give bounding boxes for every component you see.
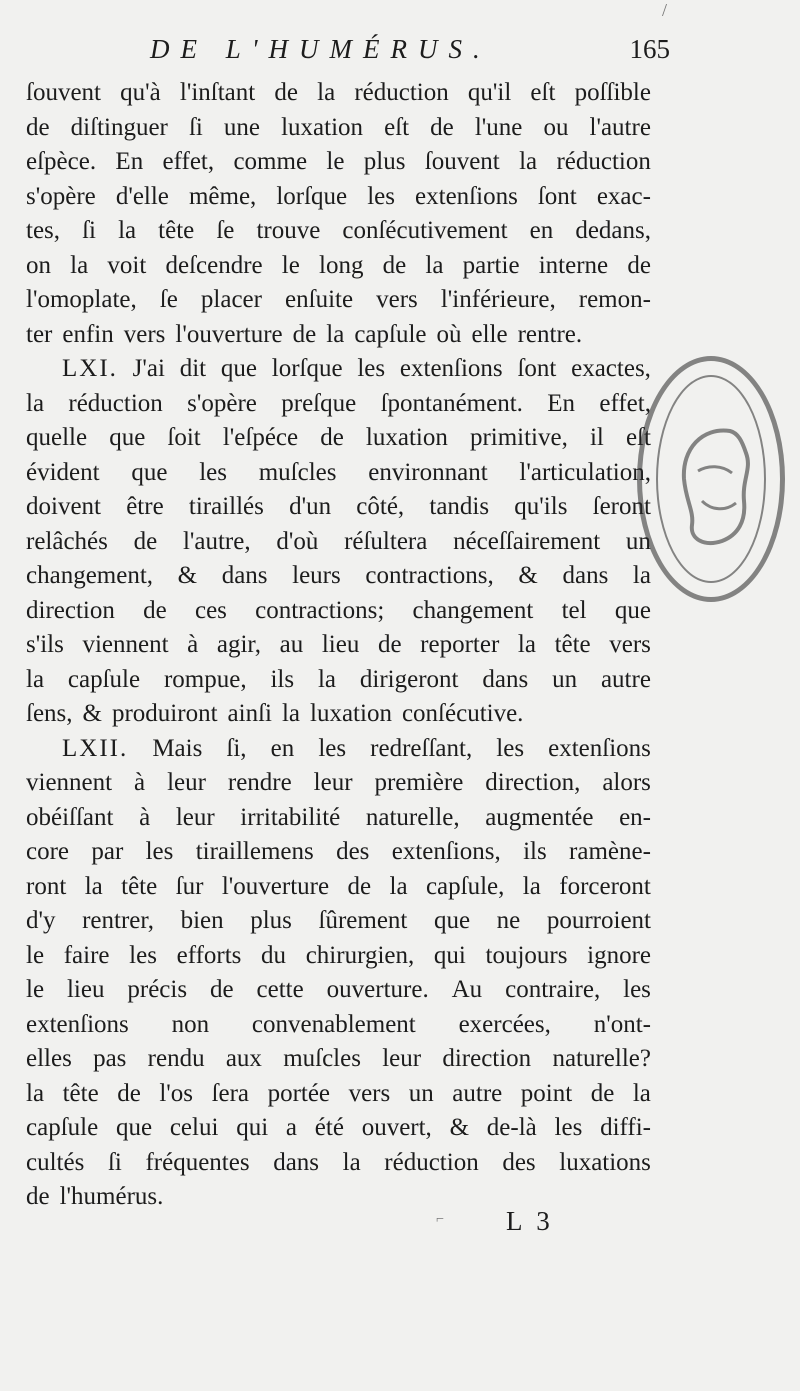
library-stamp — [637, 356, 785, 602]
text-line: s'opère d'elle même, lorſque les extenſions ſont exac- — [26, 182, 651, 210]
text-line: quelle que ſoit l'eſpéce de luxation primitive, il eſt — [26, 424, 651, 451]
text-line: l'omoplate, ſe placer enſuite vers l'inférieure, remon- — [26, 286, 651, 313]
section-number: LXII. — [62, 734, 129, 762]
text-line: de l'humérus. — [26, 1183, 164, 1210]
text-line: évident que les muſcles environnant l'articulation, — [26, 458, 651, 486]
text-line: LXII. Mais ſi, en les redreſſant, les extenſions — [26, 732, 651, 767]
text-line: s'ils viennent à agir, au lieu de reporter la tête vers — [26, 631, 651, 658]
text-line: obéiſſant à leur irritabilité naturelle, augmentée en- — [26, 803, 651, 831]
page-number: 165 — [629, 34, 670, 64]
text-line: cultés ſi fréquentes dans la réduction des luxations — [26, 1148, 651, 1176]
text-line: tes, ſi la tête ſe trouve conſécutivement en dedans, — [26, 217, 651, 244]
edge-mark: / — [662, 0, 668, 20]
text-line: extenſions non convenablement exercées, n'ont- — [26, 1010, 651, 1038]
text-line: changement, & dans leurs contractions, & dans la — [26, 562, 651, 589]
catchword: L 3 — [506, 1206, 554, 1236]
running-title: DE L'HUMÉRUS. — [150, 34, 491, 64]
text-line: capſule que celui qui a été ouvert, & de-là les diffi- — [26, 1114, 651, 1141]
text-line: elles pas rendu aux muſcles leur direction naturelle? — [26, 1045, 651, 1072]
text-line: viennent à leur rendre leur première direction, alors — [26, 769, 651, 796]
page-header — [150, 34, 670, 74]
text-line: de diſtinguer ſi une luxation eſt de l'une ou l'autre — [26, 113, 651, 141]
text-line: le faire les efforts du chirurgien, qui toujours ignore — [26, 941, 651, 969]
section-number: LXI. — [62, 355, 118, 382]
text-line: le lieu précis de cette ouverture. Au contraire, les — [26, 976, 651, 1003]
text-line: ront la tête ſur l'ouverture de la capſule, la forceront — [26, 872, 651, 900]
text-line: core par les tiraillemens des extenſions, ils ramène- — [26, 838, 651, 865]
body-text — [26, 76, 651, 1215]
text-line: ter enfin vers l'ouverture de la capſule où elle rentre. — [26, 320, 583, 348]
text-line: relâchés de l'autre, d'où réſultera néceſſairement un — [26, 527, 651, 555]
text-line: doivent être tiraillés d'un côté, tandis qu'ils ſeront — [26, 493, 651, 520]
edge-mark: ⌐ — [436, 1212, 444, 1227]
text-line: ſouvent qu'à l'inſtant de la réduction qu'il eſt poſſible — [26, 79, 651, 106]
text-line: LXI. J'ai dit que lorſque les extenſions ſont exactes, — [26, 352, 651, 387]
text-line: d'y rentrer, bien plus ſûrement que ne pourroient — [26, 907, 651, 934]
text-line: la tête de l'os ſera portée vers un autre point de la — [26, 1079, 651, 1107]
text-line: direction de ces contractions; changement tel que — [26, 596, 651, 624]
stamp-portrait-icon — [642, 361, 780, 597]
text-line: ſens, & produiront ainſi la luxation conſécutive. — [26, 700, 524, 727]
text-line: on la voit deſcendre le long de la partie interne de — [26, 251, 651, 279]
text-line: eſpèce. En effet, comme le plus ſouvent la réduction — [26, 148, 651, 175]
text-line: la réduction s'opère preſque ſpontanément. En effet, — [26, 389, 651, 417]
text-line: la capſule rompue, ils la dirigeront dans un autre — [26, 665, 651, 693]
